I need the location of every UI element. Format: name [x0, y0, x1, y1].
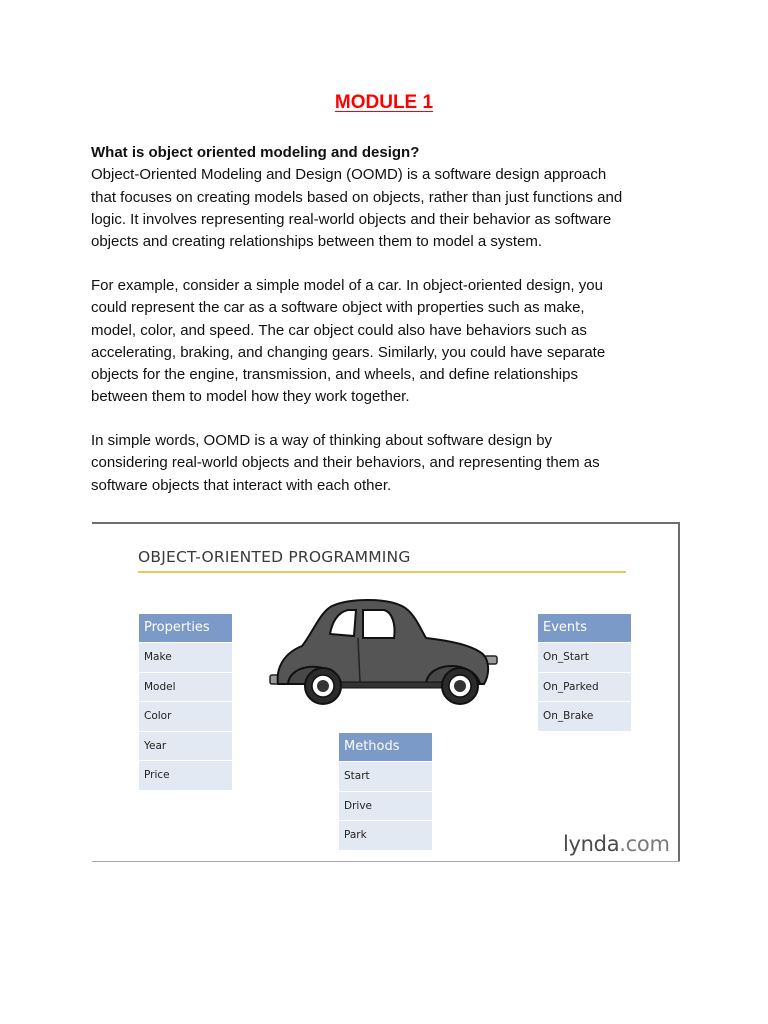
text-line: Object-Oriented Modeling and Design (OOMD) is a software design approach — [91, 166, 607, 184]
properties-box — [139, 614, 232, 791]
figure-title: OBJECT-ORIENTED PROGRAMMING — [138, 548, 411, 566]
question-heading: What is object oriented modeling and design? — [91, 144, 420, 161]
figure-border-bottom — [92, 861, 680, 862]
method-item: Park — [339, 821, 432, 851]
text-line: could represent the car as a software object with properties such as make, — [91, 299, 585, 317]
property-item: Make — [139, 643, 232, 673]
paragraph-summary — [91, 430, 691, 497]
text-line: that focuses on creating models based on objects, rather than just functions and — [91, 188, 623, 206]
lynda-logo — [563, 832, 670, 856]
logo-main: lynda — [563, 832, 620, 856]
event-item: On_Parked — [538, 673, 631, 703]
method-item: Start — [339, 762, 432, 792]
module-title: MODULE 1 — [334, 92, 434, 113]
text-line: software objects that interact with each other. — [91, 476, 392, 494]
text-line: For example, consider a simple model of a car. In object-oriented design, you — [91, 277, 603, 294]
figure-border-right — [678, 522, 680, 862]
text-line: accelerating, braking, and changing gears. Similarly, you could have separate — [91, 343, 606, 361]
text-line: between them to model how they work together. — [91, 388, 410, 406]
text-line: objects for the engine, transmission, and wheels, and define relationships — [91, 366, 578, 384]
event-item: On_Brake — [538, 702, 631, 732]
property-item: Year — [139, 732, 232, 762]
event-item: On_Start — [538, 643, 631, 673]
text-line: logic. It involves representing real-world objects and their behavior as software — [91, 210, 612, 228]
property-item: Color — [139, 702, 232, 732]
car-illustration — [268, 598, 500, 708]
methods-box — [339, 733, 432, 851]
text-line: In simple words, OOMD is a way of thinking about software design by — [91, 432, 553, 449]
paragraph-example — [91, 275, 691, 409]
text-line: considering real-world objects and their behaviors, and representing them as — [91, 454, 600, 472]
figure-border-top — [92, 522, 680, 524]
text-line: objects and creating relationships between them to model a system. — [91, 233, 543, 251]
events-box — [538, 614, 631, 732]
property-item: Model — [139, 673, 232, 703]
logo-suffix: .com — [619, 832, 670, 856]
methods-header: Methods — [339, 733, 432, 762]
text-line: model, color, and speed. The car object could also have behaviors such as — [91, 321, 587, 339]
paragraph-intro — [91, 142, 691, 253]
properties-header: Properties — [139, 614, 232, 643]
events-header: Events — [538, 614, 631, 643]
method-item: Drive — [339, 792, 432, 822]
property-item: Price — [139, 761, 232, 791]
figure-title-rule — [138, 571, 626, 573]
